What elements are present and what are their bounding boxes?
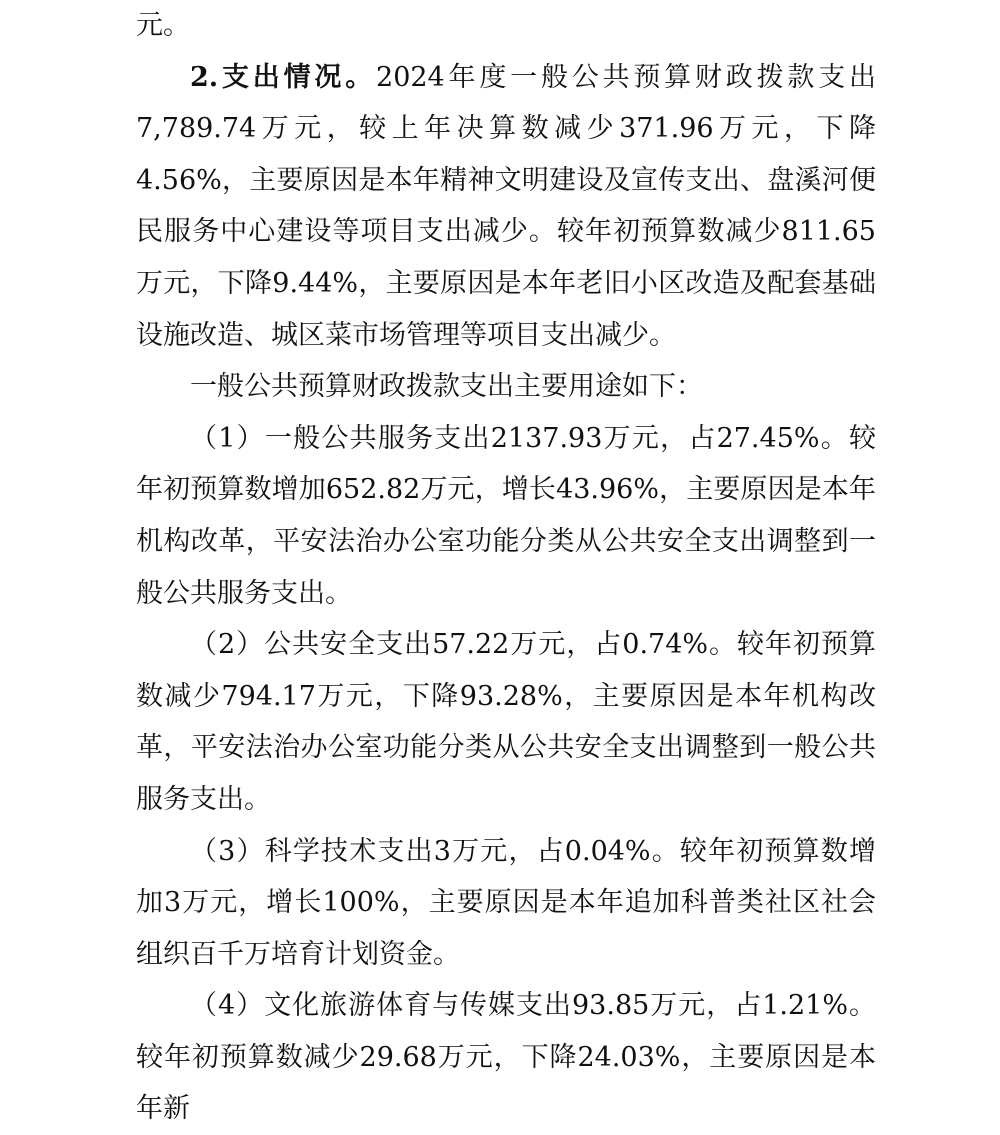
continued-text-fragment: 元。 bbox=[136, 10, 190, 41]
section-heading: 2.支出情况。 bbox=[190, 61, 377, 93]
item-general-public-services: （1）一般公共服务支出2137.93万元，占27.45%。较年初预算数增加652.82万元，增长43.96%，主要原因是本年机构改革，平安法治办公室功能分类从公共安全支出调整到一般公共服务支出。 bbox=[136, 422, 876, 609]
usage-intro: 一般公共预算财政拨款支出主要用途如下： bbox=[190, 371, 703, 403]
document-page bbox=[136, 0, 876, 1135]
section-body: 2024年度一般公共预算财政拨款支出7,789.74万元，较上年决算数减少371.96万元，下降4.56%，主要原因是本年精神文明建设及宣传支出、盘溪河便民服务中心建设等项目支出减少。较年初预算数减少811.65万元，下降9.44%，主要原因是本年老旧小区改造及配套基础设施改造、城区菜市场管理等项目支出减少。 bbox=[136, 61, 876, 351]
item-culture-tourism-sports-media: （4）文化旅游体育与传媒支出93.85万元，占1.21%。较年初预算数减少29.68万元，下降24.03%，主要原因是本年新 bbox=[136, 990, 876, 1125]
expenditure-section bbox=[136, 52, 876, 362]
item-public-security: （2）公共安全支出57.22万元，占0.74%。较年初预算数减少794.17万元，下降93.28%，主要原因是本年机构改革，平安法治办公室功能分类从公共安全支出调整到一般公共服务支出。 bbox=[136, 629, 876, 815]
item-science-technology: （3）科学技术支出3万元，占0.04%。较年初预算数增加3万元，增长100%，主要原因是本年追加科普类社区社会组织百千万培育计划资金。 bbox=[136, 835, 876, 970]
